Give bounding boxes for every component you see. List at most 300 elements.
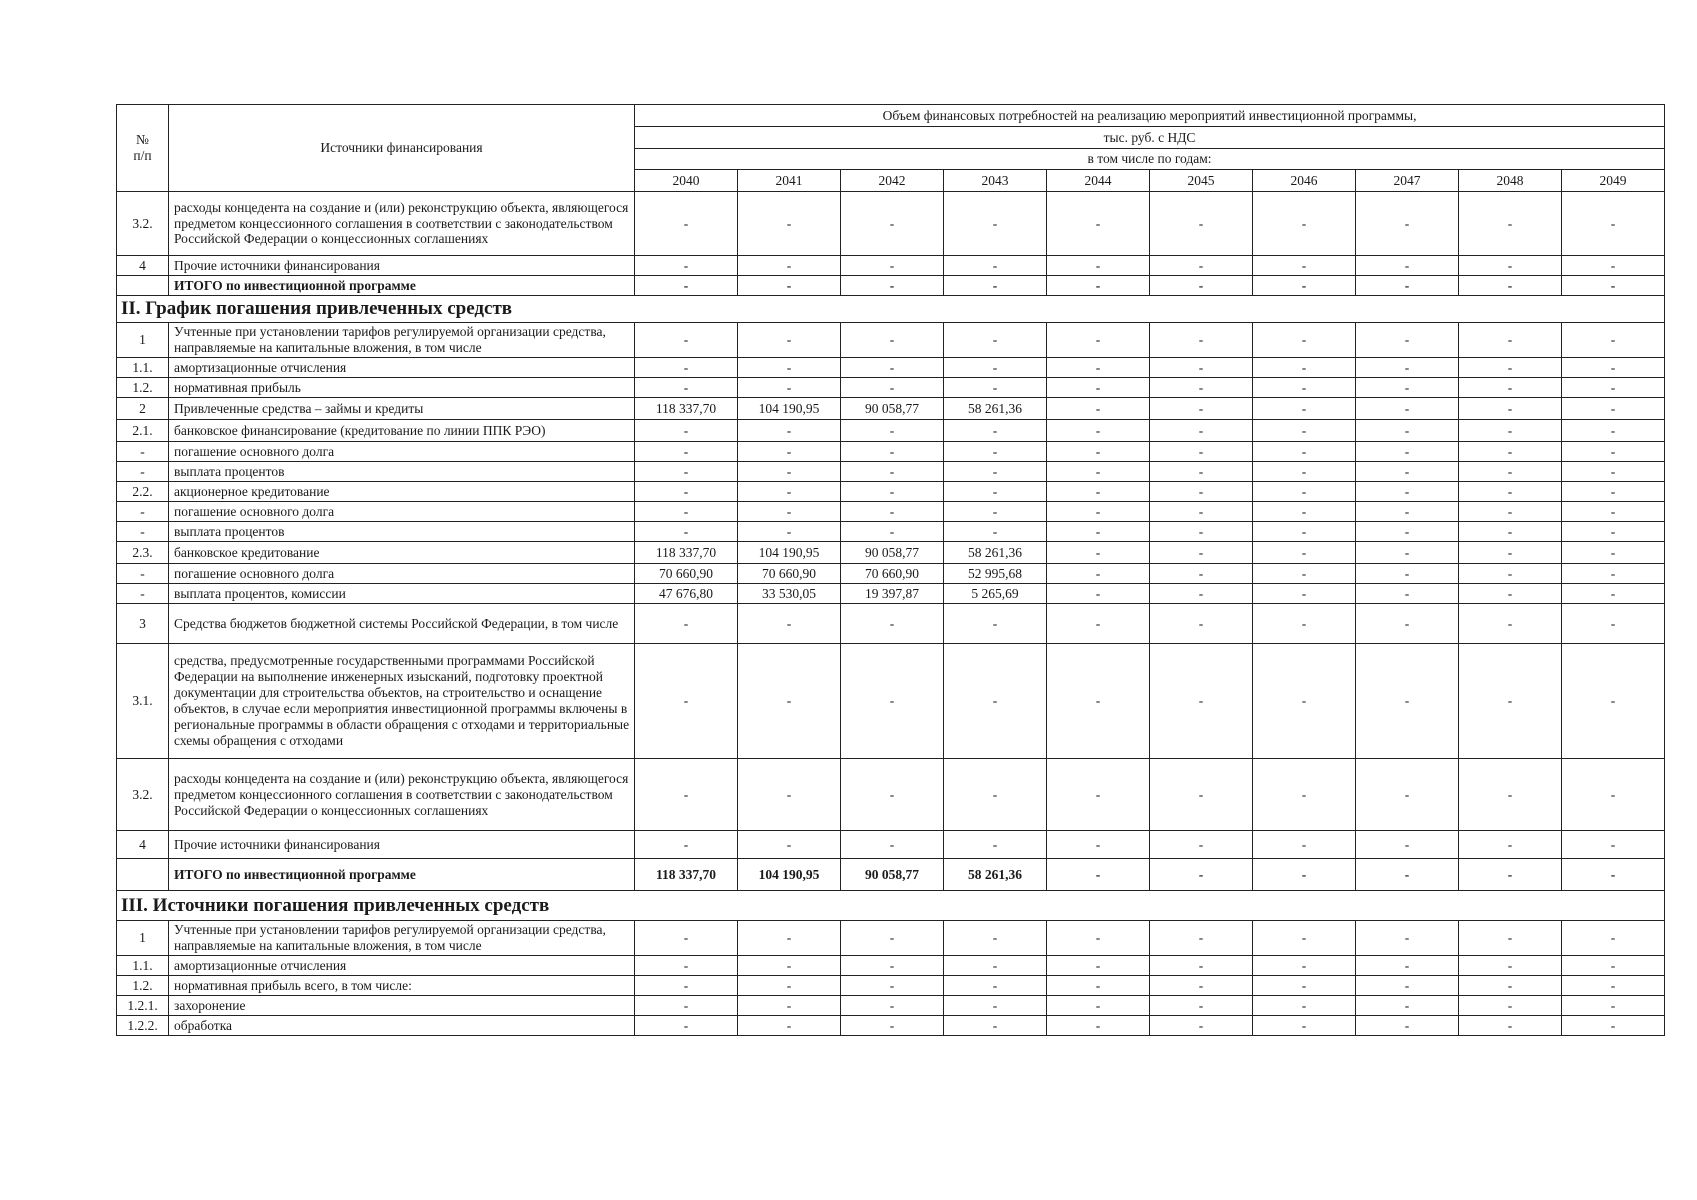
row-value-cell: 90 058,77 [841, 859, 944, 891]
row-value-cell: - [1047, 584, 1150, 604]
row-value-cell: - [841, 921, 944, 956]
total-row [117, 276, 1665, 296]
row-value-cell: - [1562, 482, 1665, 502]
row-value-cell: - [1356, 956, 1459, 976]
row-value-cell: - [1562, 564, 1665, 584]
row-value-cell: - [1047, 604, 1150, 644]
row-value-cell: - [1047, 1016, 1150, 1036]
row-value-cell: - [1047, 420, 1150, 442]
row-value-cell: - [1459, 276, 1562, 296]
row-value-cell: - [1459, 921, 1562, 956]
row-value-cell: - [1459, 956, 1562, 976]
row-value-cell: - [944, 976, 1047, 996]
row-value-cell: - [635, 502, 738, 522]
table-row [117, 564, 1665, 584]
row-value-cell: - [1150, 462, 1253, 482]
table-row [117, 522, 1665, 542]
header-year: 2041 [738, 170, 841, 192]
row-value-cell: - [1459, 604, 1562, 644]
table-row [117, 956, 1665, 976]
row-value-cell: - [738, 420, 841, 442]
row-value-cell: - [1356, 358, 1459, 378]
row-value-cell: - [1047, 859, 1150, 891]
row-value-cell: 118 337,70 [635, 859, 738, 891]
row-value-cell: - [635, 759, 738, 831]
row-value-cell: - [1459, 323, 1562, 358]
row-value-cell: - [1047, 462, 1150, 482]
row-value-cell: - [1562, 996, 1665, 1016]
header-num: № п/п [117, 105, 169, 192]
row-value-cell: - [1459, 976, 1562, 996]
header-year: 2049 [1562, 170, 1665, 192]
row-source-name: расходы концедента на создание и (или) реконструкцию объекта, являющегося предметом концессионного соглашения в соответствии с законодательством Российской Федерации о концессионных соглашениях [169, 192, 635, 256]
row-value-cell: - [1253, 276, 1356, 296]
row-value-cell: - [1253, 976, 1356, 996]
row-value-cell: - [944, 276, 1047, 296]
row-value-cell: - [738, 256, 841, 276]
table-row [117, 644, 1665, 759]
row-source-name: средства, предусмотренные государственными программами Российской Федерации на выполнение инженерных изысканий, подготовку проектной документации для строительства объектов, на строительство и оснащение объектов, в случае если мероприятия инвестиционной программы включены в региональные программы в области обращения с отходами и территориальные схемы обращения с отходами [169, 644, 635, 759]
row-value-cell: - [635, 482, 738, 502]
row-number: 2.3. [117, 542, 169, 564]
header-year: 2043 [944, 170, 1047, 192]
row-value-cell: - [1562, 859, 1665, 891]
row-source-name: захоронение [169, 996, 635, 1016]
header-year: 2047 [1356, 170, 1459, 192]
row-value-cell: - [1150, 831, 1253, 859]
row-value-cell: - [1150, 192, 1253, 256]
row-value-cell: - [635, 192, 738, 256]
row-value-cell: - [1356, 276, 1459, 296]
row-value-cell: - [1356, 482, 1459, 502]
header-year: 2048 [1459, 170, 1562, 192]
row-value-cell: 33 530,05 [738, 584, 841, 604]
row-source-name: обработка [169, 1016, 635, 1036]
row-number [117, 276, 169, 296]
row-value-cell: - [1253, 996, 1356, 1016]
row-value-cell: - [738, 604, 841, 644]
row-value-cell: - [1150, 522, 1253, 542]
row-value-cell: - [1562, 256, 1665, 276]
row-value-cell: - [1150, 442, 1253, 462]
row-value-cell: - [1253, 442, 1356, 462]
row-value-cell: - [1562, 956, 1665, 976]
row-value-cell: - [635, 256, 738, 276]
row-value-cell: 19 397,87 [841, 584, 944, 604]
row-value-cell: - [1459, 398, 1562, 420]
row-value-cell: - [1150, 542, 1253, 564]
section-title: II. График погашения привлеченных средств [117, 296, 1665, 323]
row-source-name: акционерное кредитование [169, 482, 635, 502]
row-number: 1.2.2. [117, 1016, 169, 1036]
row-value-cell: - [635, 976, 738, 996]
row-value-cell: - [841, 502, 944, 522]
row-number: 2.2. [117, 482, 169, 502]
row-value-cell: - [944, 482, 1047, 502]
row-value-cell: - [1562, 542, 1665, 564]
row-value-cell: - [1356, 584, 1459, 604]
row-value-cell: - [1562, 358, 1665, 378]
row-value-cell: - [1356, 604, 1459, 644]
row-number: - [117, 502, 169, 522]
row-value-cell: - [1150, 644, 1253, 759]
row-value-cell: - [1150, 358, 1253, 378]
row-value-cell: - [841, 420, 944, 442]
row-value-cell: 90 058,77 [841, 542, 944, 564]
row-value-cell: - [841, 462, 944, 482]
row-value-cell: - [1253, 859, 1356, 891]
row-number: 4 [117, 256, 169, 276]
row-number: 1 [117, 921, 169, 956]
row-value-cell: - [1253, 956, 1356, 976]
row-value-cell: - [738, 192, 841, 256]
row-value-cell: - [1150, 956, 1253, 976]
row-number: 1.2.1. [117, 996, 169, 1016]
header-year: 2046 [1253, 170, 1356, 192]
row-value-cell: - [1253, 256, 1356, 276]
row-value-cell: - [1047, 921, 1150, 956]
row-value-cell: - [1047, 542, 1150, 564]
section-header-row [117, 296, 1665, 323]
table-row [117, 482, 1665, 502]
row-value-cell: - [944, 358, 1047, 378]
document-sheet [116, 104, 1665, 1036]
row-value-cell: - [1047, 256, 1150, 276]
row-value-cell: - [1459, 442, 1562, 462]
row-value-cell: - [841, 256, 944, 276]
row-value-cell: - [1047, 442, 1150, 462]
table-row [117, 502, 1665, 522]
row-number: 2.1. [117, 420, 169, 442]
row-source-name: выплата процентов [169, 462, 635, 482]
row-value-cell: - [1047, 323, 1150, 358]
row-value-cell: - [1562, 644, 1665, 759]
row-value-cell: 58 261,36 [944, 398, 1047, 420]
row-value-cell: 58 261,36 [944, 859, 1047, 891]
row-value-cell: - [635, 996, 738, 1016]
row-value-cell: - [738, 502, 841, 522]
row-value-cell: - [1459, 859, 1562, 891]
row-value-cell: - [1459, 378, 1562, 398]
row-value-cell: - [1047, 502, 1150, 522]
row-value-cell: - [841, 759, 944, 831]
row-value-cell: - [1253, 522, 1356, 542]
row-value-cell: - [1253, 564, 1356, 584]
header-year: 2045 [1150, 170, 1253, 192]
row-value-cell: - [1047, 276, 1150, 296]
row-value-cell: - [635, 522, 738, 542]
row-value-cell: - [635, 1016, 738, 1036]
header-volume: Объем финансовых потребностей на реализацию мероприятий инвестиционной программы, [635, 105, 1665, 127]
row-value-cell: - [841, 358, 944, 378]
row-source-name: выплата процентов, комиссии [169, 584, 635, 604]
row-value-cell: - [738, 276, 841, 296]
row-value-cell: - [944, 1016, 1047, 1036]
header-year: 2042 [841, 170, 944, 192]
row-number: 1.2. [117, 378, 169, 398]
row-value-cell: - [738, 442, 841, 462]
row-value-cell: - [1047, 831, 1150, 859]
row-number: 2 [117, 398, 169, 420]
row-value-cell: - [944, 502, 1047, 522]
table-row [117, 542, 1665, 564]
row-value-cell: - [1356, 442, 1459, 462]
row-value-cell: - [635, 644, 738, 759]
row-value-cell: - [738, 358, 841, 378]
header-year: 2044 [1047, 170, 1150, 192]
table-row [117, 831, 1665, 859]
row-value-cell: - [944, 956, 1047, 976]
row-value-cell: 70 660,90 [738, 564, 841, 584]
row-value-cell: - [738, 921, 841, 956]
row-value-cell: - [1562, 378, 1665, 398]
row-value-cell: - [1047, 976, 1150, 996]
row-value-cell: - [1459, 996, 1562, 1016]
row-source-name: выплата процентов [169, 522, 635, 542]
row-value-cell: - [1253, 462, 1356, 482]
table-row [117, 976, 1665, 996]
row-value-cell: - [1356, 831, 1459, 859]
row-number: 3 [117, 604, 169, 644]
row-value-cell: - [841, 276, 944, 296]
financing-table [116, 104, 1665, 1036]
row-value-cell: - [738, 831, 841, 859]
row-value-cell: - [738, 644, 841, 759]
row-value-cell: - [1253, 358, 1356, 378]
row-value-cell: - [1047, 192, 1150, 256]
row-value-cell: - [1459, 192, 1562, 256]
row-number: - [117, 442, 169, 462]
row-value-cell: - [1459, 564, 1562, 584]
row-value-cell: - [1459, 462, 1562, 482]
row-value-cell: - [841, 482, 944, 502]
row-value-cell: - [1562, 398, 1665, 420]
row-value-cell: - [1459, 482, 1562, 502]
row-number [117, 859, 169, 891]
row-value-cell: 58 261,36 [944, 542, 1047, 564]
row-value-cell: - [1253, 420, 1356, 442]
row-source-name: погашение основного долга [169, 502, 635, 522]
row-value-cell: - [841, 442, 944, 462]
row-value-cell: - [1150, 378, 1253, 398]
row-value-cell: - [1562, 921, 1665, 956]
row-value-cell: - [1562, 831, 1665, 859]
row-number: 4 [117, 831, 169, 859]
row-value-cell: - [1459, 542, 1562, 564]
row-value-cell: - [1459, 1016, 1562, 1036]
row-number: 1 [117, 323, 169, 358]
row-value-cell: 5 265,69 [944, 584, 1047, 604]
row-value-cell: - [738, 956, 841, 976]
row-value-cell: - [841, 644, 944, 759]
row-source-name: расходы концедента на создание и (или) реконструкцию объекта, являющегося предметом концессионного соглашения в соответствии с законодательством Российской Федерации о концессионных соглашениях [169, 759, 635, 831]
row-value-cell: - [1562, 502, 1665, 522]
row-value-cell: - [1253, 584, 1356, 604]
row-value-cell: - [944, 323, 1047, 358]
row-value-cell: - [738, 482, 841, 502]
row-value-cell: - [1047, 378, 1150, 398]
row-value-cell: - [635, 921, 738, 956]
row-value-cell: - [1150, 323, 1253, 358]
row-value-cell: 104 190,95 [738, 542, 841, 564]
table-row [117, 462, 1665, 482]
row-value-cell: - [1562, 420, 1665, 442]
row-number: 1.2. [117, 976, 169, 996]
row-value-cell: - [635, 323, 738, 358]
row-value-cell: - [1253, 542, 1356, 564]
row-value-cell: - [944, 462, 1047, 482]
row-value-cell: - [738, 759, 841, 831]
row-value-cell: - [1356, 859, 1459, 891]
row-value-cell: - [1356, 1016, 1459, 1036]
row-value-cell: - [1562, 442, 1665, 462]
row-value-cell: - [1047, 482, 1150, 502]
row-source-name: Средства бюджетов бюджетной системы Российской Федерации, в том числе [169, 604, 635, 644]
row-value-cell: - [1047, 564, 1150, 584]
row-value-cell: - [1253, 759, 1356, 831]
row-number: 3.1. [117, 644, 169, 759]
header-unit: тыс. руб. с НДС [635, 127, 1665, 149]
row-value-cell: - [841, 604, 944, 644]
row-value-cell: - [1459, 502, 1562, 522]
row-value-cell: - [1562, 276, 1665, 296]
row-source-name: банковское кредитование [169, 542, 635, 564]
table-row [117, 604, 1665, 644]
row-value-cell: - [1150, 398, 1253, 420]
row-value-cell: - [1459, 420, 1562, 442]
row-value-cell: - [1356, 323, 1459, 358]
table-row [117, 442, 1665, 462]
row-value-cell: - [1150, 276, 1253, 296]
row-value-cell: - [1253, 482, 1356, 502]
row-value-cell: - [841, 323, 944, 358]
row-value-cell: - [1150, 976, 1253, 996]
row-value-cell: - [1562, 584, 1665, 604]
row-source-name: банковское финансирование (кредитование по линии ППК РЭО) [169, 420, 635, 442]
row-value-cell: - [1150, 420, 1253, 442]
row-value-cell: - [1459, 584, 1562, 604]
row-value-cell: - [841, 956, 944, 976]
total-row [117, 859, 1665, 891]
row-value-cell: - [1562, 462, 1665, 482]
row-source-name: нормативная прибыль всего, в том числе: [169, 976, 635, 996]
row-value-cell: - [1562, 1016, 1665, 1036]
row-value-cell: - [1253, 323, 1356, 358]
row-value-cell: - [635, 276, 738, 296]
row-value-cell: 52 995,68 [944, 564, 1047, 584]
section-title: III. Источники погашения привлеченных средств [117, 891, 1665, 921]
row-number: 3.2. [117, 192, 169, 256]
row-value-cell: - [841, 1016, 944, 1036]
row-value-cell: - [944, 442, 1047, 462]
row-value-cell: - [944, 420, 1047, 442]
row-source-name: Учтенные при установлении тарифов регулируемой организации средства, направляемые на капитальные вложения, в том числе [169, 921, 635, 956]
row-value-cell: - [1356, 378, 1459, 398]
table-row [117, 378, 1665, 398]
row-number: 3.2. [117, 759, 169, 831]
table-row [117, 323, 1665, 358]
row-value-cell: - [1562, 604, 1665, 644]
row-value-cell: - [1356, 542, 1459, 564]
row-source-name: погашение основного долга [169, 442, 635, 462]
table-row [117, 192, 1665, 256]
section-header-row [117, 891, 1665, 921]
row-value-cell: - [1150, 584, 1253, 604]
row-value-cell: - [1150, 256, 1253, 276]
row-value-cell: 47 676,80 [635, 584, 738, 604]
row-value-cell: - [1047, 996, 1150, 1016]
row-value-cell: - [1562, 192, 1665, 256]
row-value-cell: 118 337,70 [635, 542, 738, 564]
row-value-cell: - [1562, 522, 1665, 542]
row-value-cell: - [1459, 759, 1562, 831]
row-value-cell: 90 058,77 [841, 398, 944, 420]
table-row [117, 996, 1665, 1016]
row-value-cell: - [1253, 378, 1356, 398]
row-value-cell: - [1047, 398, 1150, 420]
row-value-cell: - [635, 831, 738, 859]
row-value-cell: - [841, 192, 944, 256]
row-value-cell: - [944, 996, 1047, 1016]
row-value-cell: - [1047, 644, 1150, 759]
table-row [117, 584, 1665, 604]
row-value-cell: - [944, 759, 1047, 831]
row-number: - [117, 584, 169, 604]
row-value-cell: - [1356, 564, 1459, 584]
row-value-cell: - [1253, 644, 1356, 759]
row-value-cell: - [1150, 859, 1253, 891]
row-value-cell: - [1150, 502, 1253, 522]
row-value-cell: - [635, 378, 738, 398]
row-value-cell: - [635, 420, 738, 442]
row-value-cell: - [1150, 996, 1253, 1016]
row-value-cell: - [1150, 759, 1253, 831]
row-source-name: амортизационные отчисления [169, 956, 635, 976]
row-value-cell: - [1356, 502, 1459, 522]
row-value-cell: - [1150, 564, 1253, 584]
row-value-cell: - [738, 462, 841, 482]
row-value-cell: - [1356, 921, 1459, 956]
row-value-cell: - [1356, 192, 1459, 256]
row-value-cell: - [1150, 1016, 1253, 1036]
row-value-cell: - [1253, 192, 1356, 256]
row-value-cell: - [1253, 921, 1356, 956]
header-years-label: в том числе по годам: [635, 149, 1665, 170]
row-value-cell: - [841, 831, 944, 859]
row-value-cell: - [1356, 420, 1459, 442]
row-value-cell: - [1562, 323, 1665, 358]
table-row [117, 1016, 1665, 1036]
row-value-cell: - [944, 644, 1047, 759]
header-year: 2040 [635, 170, 738, 192]
row-value-cell: - [944, 192, 1047, 256]
row-value-cell: 104 190,95 [738, 859, 841, 891]
row-value-cell: - [635, 462, 738, 482]
row-value-cell: - [841, 976, 944, 996]
row-value-cell: - [1459, 644, 1562, 759]
row-source-name: ИТОГО по инвестиционной программе [169, 276, 635, 296]
row-value-cell: - [635, 442, 738, 462]
row-value-cell: - [1253, 831, 1356, 859]
row-source-name: Прочие источники финансирования [169, 831, 635, 859]
table-row [117, 759, 1665, 831]
row-value-cell: - [944, 921, 1047, 956]
row-value-cell: - [635, 358, 738, 378]
row-source-name: Прочие источники финансирования [169, 256, 635, 276]
row-source-name: погашение основного долга [169, 564, 635, 584]
row-value-cell: - [1047, 759, 1150, 831]
row-value-cell: - [738, 378, 841, 398]
